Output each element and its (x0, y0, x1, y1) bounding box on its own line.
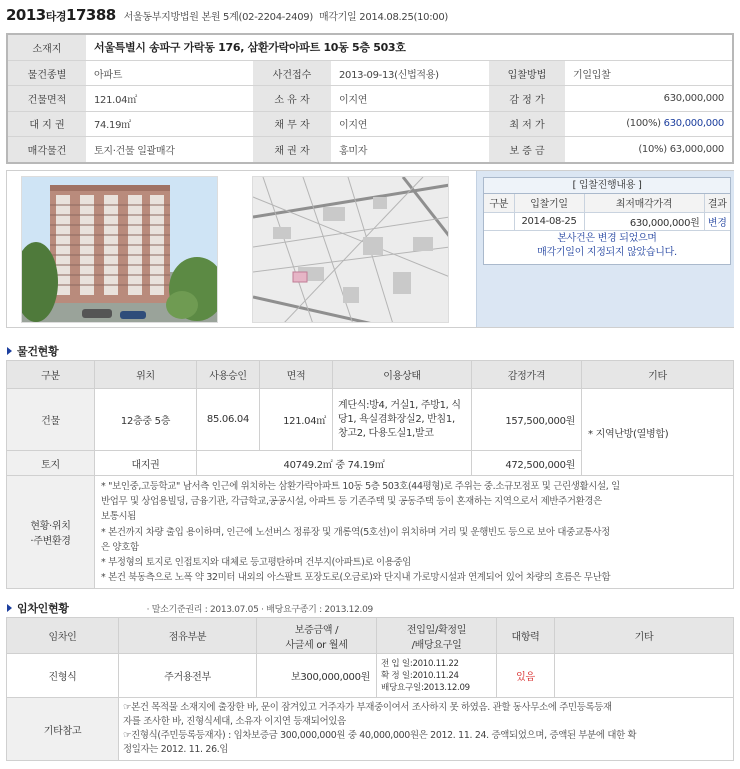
tenant-header-row (7, 618, 734, 654)
bidding-box (483, 177, 731, 265)
reference-row (7, 698, 734, 761)
bid-type (484, 212, 514, 230)
appraisal-value: 630,000,000 (565, 86, 732, 111)
summary-label: 입찰방법 (489, 60, 565, 85)
tenant-name: 진형식 (7, 654, 119, 698)
case-number: 2013타경17388 (6, 6, 116, 24)
land-price: 472,500,000원 (472, 451, 582, 476)
minimum-price: (100%) 630,000,000 (565, 111, 732, 136)
summary-value: 이지연 (331, 111, 489, 136)
col-usage: 이용상태 (333, 361, 472, 389)
summary-value: 74.19㎡ (86, 111, 253, 136)
section-bullet-icon (7, 604, 12, 612)
summary-label: 소 유 자 (253, 86, 331, 111)
building-label: 건물 (7, 389, 95, 451)
bid-col-price: 최저매각가격 (584, 194, 704, 212)
summary-row-location (8, 35, 732, 60)
building-location: 12층중 5층 (95, 389, 197, 451)
summary-label: 매각물건 (8, 137, 86, 162)
col-dates: 전입일/확정일 /배당요구일 (377, 618, 497, 654)
summary-value: 121.04㎡ (86, 86, 253, 111)
tenant-deposit: 보300,000,000원 (257, 654, 377, 698)
section-bullet-icon (7, 347, 12, 355)
bid-result: 변경 (704, 212, 730, 230)
location-label: 소재지 (8, 35, 86, 60)
building-usage: 계단식:방4, 거실1, 주방1, 식당1, 욕실겸화장실2, 반침1, 창고2, 다용도실1,발코 (333, 389, 472, 451)
building-price: 157,500,000원 (472, 389, 582, 451)
land-area: 40749.2㎡ 중 74.19㎡ (197, 451, 472, 476)
summary-value: 기일입찰 (565, 60, 732, 85)
building-area: 121.04㎡ (260, 389, 333, 451)
land-label: 토지 (7, 451, 95, 476)
case-header (6, 6, 448, 30)
sale-date: 매각기일 2014.08.25(10:00) (318, 12, 449, 23)
summary-label: 감 정 가 (489, 86, 565, 111)
deposit-value: (10%) 63,000,000 (638, 144, 724, 155)
building-row (7, 389, 734, 451)
col-area: 면적 (260, 361, 333, 389)
summary-label: 건물면적 (8, 86, 86, 111)
tenant-status-title: 임차인현황 · 말소기준권리 : 2013.07.05 · 배당요구종기 : 2013.12.09 (7, 600, 373, 616)
tenant-priority: 있음 (497, 654, 555, 698)
col-part: 점유부분 (119, 618, 257, 654)
land-type: 대지권 (95, 451, 197, 476)
summary-value: 2013-09-13(신법적용) (331, 60, 489, 85)
summary-row (8, 111, 732, 136)
tenant-etc (555, 654, 734, 698)
bidding-notice: 본사건은 변경 되었으며 매각기일이 지정되지 않았습니다. (537, 232, 677, 258)
property-status-table (6, 360, 734, 589)
tenant-row (7, 654, 734, 698)
bid-col-result: 결과 (704, 194, 730, 212)
reference-label: 기타참고 (7, 698, 119, 761)
bid-col-date: 입찰기일 (514, 194, 584, 212)
map-image[interactable] (252, 176, 449, 323)
bid-col-type: 구분 (484, 194, 514, 212)
col-tenant-etc: 기타 (555, 618, 734, 654)
col-priority: 대항력 (497, 618, 555, 654)
col-etc: 기타 (582, 361, 734, 389)
bid-date: 2014-08-25 (514, 212, 584, 230)
court-info: 서울동부지방법원 본원 5계(02-2204-2409) (123, 12, 313, 23)
property-etc: * 지역난방(열병합) (582, 389, 734, 476)
bidding-title: [ 입찰진행내용 ] (484, 178, 730, 194)
environment-label: 현황·위치 ·주변환경 (7, 476, 95, 589)
address: 서울특별시 송파구 가락동 176, 삼환가락아파트 10동 5층 503호 (86, 35, 732, 60)
bidding-row (484, 212, 730, 230)
tenant-dates: 전 입 일:2010.11.22 확 정 일:2010.11.24 배당요구일:2013.12.09 (377, 654, 497, 698)
summary-row (8, 60, 732, 85)
summary-row (8, 137, 732, 162)
col-price: 감정가격 (472, 361, 582, 389)
building-photo[interactable] (21, 176, 218, 323)
summary-value: 아파트 (86, 60, 253, 85)
col-approval: 사용승인 (197, 361, 260, 389)
summary-label: 사건접수 (253, 60, 331, 85)
bid-price: 630,000,000원 (584, 212, 704, 230)
summary-value: 토지·건물 일괄매각 (94, 146, 175, 157)
environment-text: * "보인중,고등학교" 남서측 인근에 위치하는 삼환가락아파트 10동 5층 503호(44평형)로 주위는 중.소규모점포 및 근린생활시설, 일 반업무 및 상업용빌딩, 금융기관, 각급학교,공공시설, 아파트 등 기존주택 및 공동주택 등이 혼재하는 지역으로서 제반주거환경은 보통시됨 * 본건까지 차량 출입 용이하며, 인근에 노선버스 정류장 및 개롱역(5호선)이 위치하며 거리 및 운행빈도 등으로 보아 대중교통사정 은 양호함 * 부정형의 토지로 인접토지와 대체로 등고평탄하며 건부지(아파트)로 이용중임 * 본건 북동측으로 노폭 약 32미터 내외의 아스팔트 포장도로(오금로)와 단지내 가로망시설과 연계되어 있어 차량의 흐름은 무난함 (95, 476, 734, 589)
summary-box (6, 33, 734, 164)
property-status-title: 물건현황 (7, 343, 58, 359)
col-type: 구분 (7, 361, 95, 389)
bidding-panel (476, 171, 734, 327)
tenant-table (6, 617, 734, 761)
summary-value: 홍미자 (339, 146, 368, 157)
reference-text: ☞본건 목적물 소재지에 출장한 바, 문이 잠겨있고 거주자가 부재중이여서 조사하지 못 하였음. 관할 동사무소에 주민등록등재 자를 조사한 바, 진형식세대, 소유자 이지연 등재되어있음 ☞진형식(주민등록등재자) : 임차보증금 300,000,000원 중 40,000,000원은 2012. 11. 24. 증액되었으며, 증액된 부분에 대한 확 정일자는 2012. 11. 26.임 (119, 698, 734, 761)
col-tenant: 임차인 (7, 618, 119, 654)
summary-label: 채 권 자 (253, 137, 331, 162)
summary-label: 물건종별 (8, 60, 86, 85)
bidding-header-row (484, 194, 730, 212)
tenant-part: 주거용전부 (119, 654, 257, 698)
property-header-row (7, 361, 734, 389)
summary-label: 대 지 권 (8, 111, 86, 136)
photo-section (6, 170, 734, 328)
tenant-subinfo: · 말소기준권리 : 2013.07.05 · 배당요구종기 : 2013.12.09 (146, 604, 373, 615)
summary-row (8, 86, 732, 111)
environment-row (7, 476, 734, 589)
summary-label: 최 저 가 (489, 111, 565, 136)
building-approval: 85.06.04 (197, 389, 260, 451)
col-deposit: 보증금액 / 사글세 or 월세 (257, 618, 377, 654)
col-location: 위치 (95, 361, 197, 389)
summary-value: 이지연 (331, 86, 489, 111)
summary-label: 채 무 자 (253, 111, 331, 136)
summary-label: 보 증 금 (489, 137, 565, 162)
